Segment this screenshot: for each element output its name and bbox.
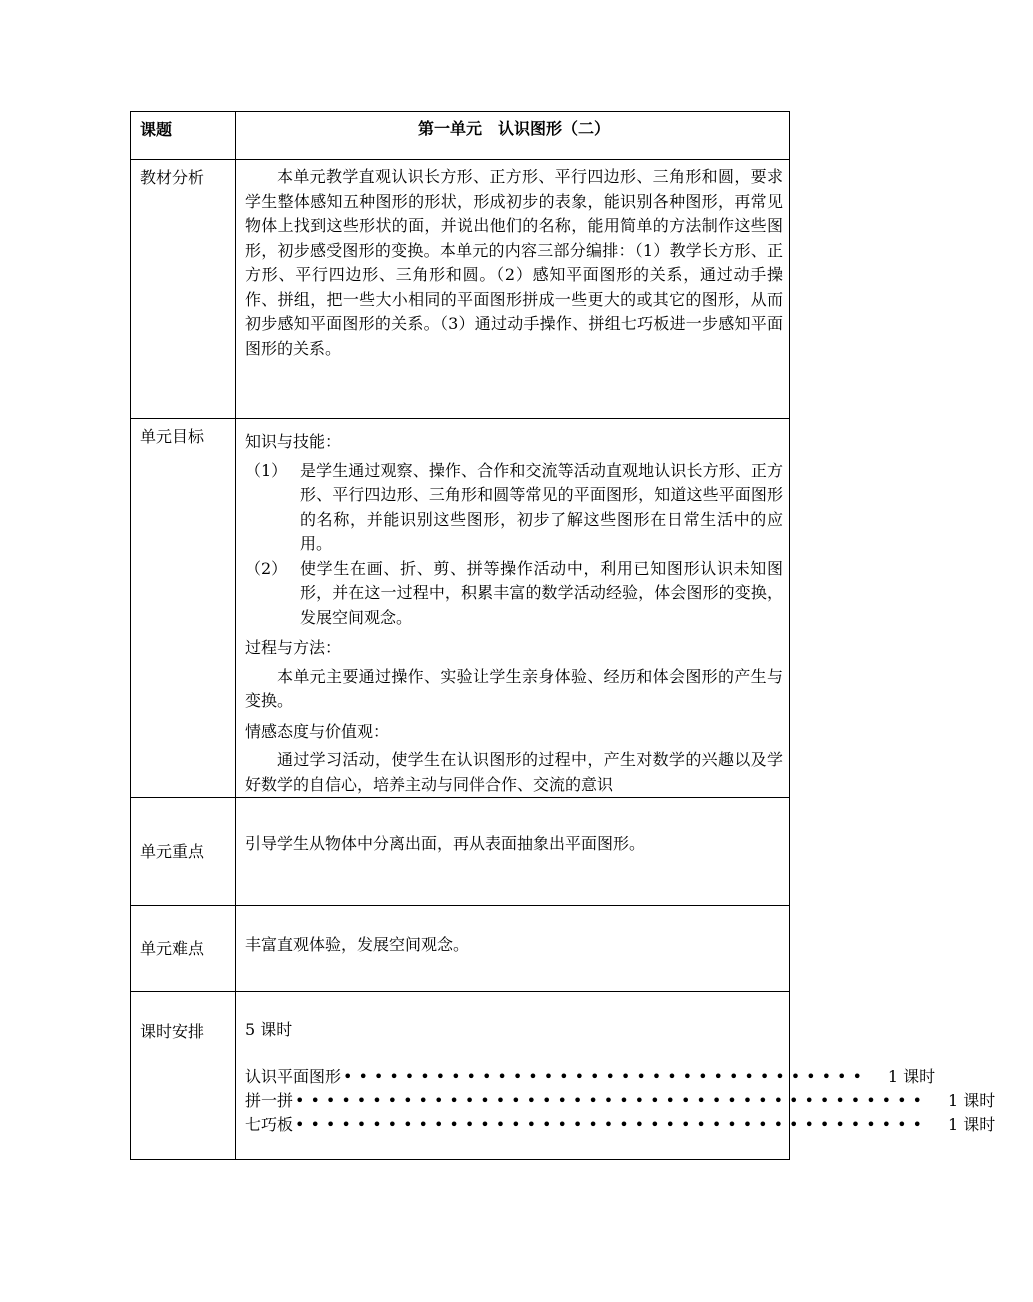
goals-label: 单元目标 bbox=[131, 419, 236, 798]
analysis-text: 本单元教学直观认识长方形、正方形、平行四边形、三角形和圆，要求学生整体感知五种图形的形状，形成初步的表象，能识别各种图形，再常见物体上找到这些形状的面，并说出他们的名称，能用简单的方法制作这些图形，初步感受图形的变换。本单元的内容三部分编排：（1）教学长方形、正方形、平行四边形、三角形和圆。（2）感知平面图形的关系，通过动手操作、拼组，把一些大小相同的平面图形拼成一些更大的或其它的图形，从而初步感知平面图形的关系。（3）通过动手操作、拼组七巧板进一步感知平面图形的关系。 bbox=[245, 167, 783, 358]
schedule-item bbox=[245, 1113, 996, 1137]
lesson-hours: 1 课时 bbox=[947, 1114, 996, 1134]
difficulty-text: 丰富直观体验，发展空间观念。 bbox=[236, 906, 790, 992]
lesson-name: 拼一拼 bbox=[245, 1090, 294, 1110]
knowledge-heading: 知识与技能： bbox=[245, 432, 342, 451]
analysis-label: 教材分析 bbox=[131, 160, 236, 419]
schedule-row bbox=[131, 992, 790, 1160]
goal-item-number: （1） bbox=[245, 460, 288, 480]
goal-item bbox=[245, 459, 783, 557]
process-heading: 过程与方法： bbox=[245, 638, 342, 657]
difficulty-row bbox=[131, 906, 790, 992]
difficulty-label: 单元难点 bbox=[131, 906, 236, 992]
goals-row bbox=[131, 419, 790, 798]
goal-item-number: （2） bbox=[245, 558, 288, 578]
lesson-plan-table bbox=[130, 111, 996, 1160]
goals-cell bbox=[236, 419, 790, 798]
dot-leader: ••••••••••••••••••••••••••••••••••••••••• bbox=[295, 1090, 928, 1110]
lesson-name: 七巧板 bbox=[245, 1114, 294, 1134]
process-text: 本单元主要通过操作、实验让学生亲身体验、经历和体会图形的产生与变换。 bbox=[245, 666, 783, 710]
topic-label: 课题 bbox=[131, 112, 236, 160]
schedule-item bbox=[245, 1065, 936, 1089]
goal-item bbox=[245, 557, 783, 631]
key-label: 单元重点 bbox=[131, 798, 236, 906]
dot-leader: •••••••••••••••••••••••••••••••••• bbox=[343, 1066, 868, 1086]
analysis-cell bbox=[236, 160, 790, 419]
schedule-cell bbox=[236, 992, 996, 1160]
analysis-row bbox=[131, 160, 790, 419]
total-hours: 5 课时 bbox=[245, 1020, 293, 1039]
attitude-heading: 情感态度与价值观： bbox=[245, 721, 390, 741]
goal-item-text: 是学生通过观察、操作、合作和交流等活动直观地认识长方形、正方形、平行四边形、三角形和圆等常见的平面图形，知道这些平面图形的名称，并能识别这些图形，初步了解这些图形在日常生活中的应用。 bbox=[300, 460, 783, 553]
attitude-text: 通过学习活动，使学生在认识图形的过程中，产生对数学的兴趣以及学好数学的自信心，培养主动与同伴合作、交流的意识 bbox=[245, 750, 783, 794]
key-text: 引导学生从物体中分离出面，再从表面抽象出平面图形。 bbox=[236, 798, 790, 906]
lesson-hours: 1 课时 bbox=[947, 1090, 996, 1110]
key-row bbox=[131, 798, 790, 906]
title-row bbox=[131, 112, 790, 160]
lesson-name: 认识平面图形 bbox=[245, 1066, 342, 1086]
schedule-label: 课时安排 bbox=[131, 992, 236, 1160]
dot-leader: ••••••••••••••••••••••••••••••••••••••••• bbox=[295, 1114, 928, 1134]
unit-title: 第一单元 认识图形（二） bbox=[236, 112, 790, 160]
goal-item-text: 使学生在画、折、剪、拼等操作活动中，利用已知图形认识未知图形，并在这一过程中，积累丰富的数学活动经验，体会图形的变换，发展空间观念。 bbox=[300, 558, 783, 627]
lesson-hours: 1 课时 bbox=[887, 1066, 936, 1086]
schedule-item bbox=[245, 1089, 996, 1113]
